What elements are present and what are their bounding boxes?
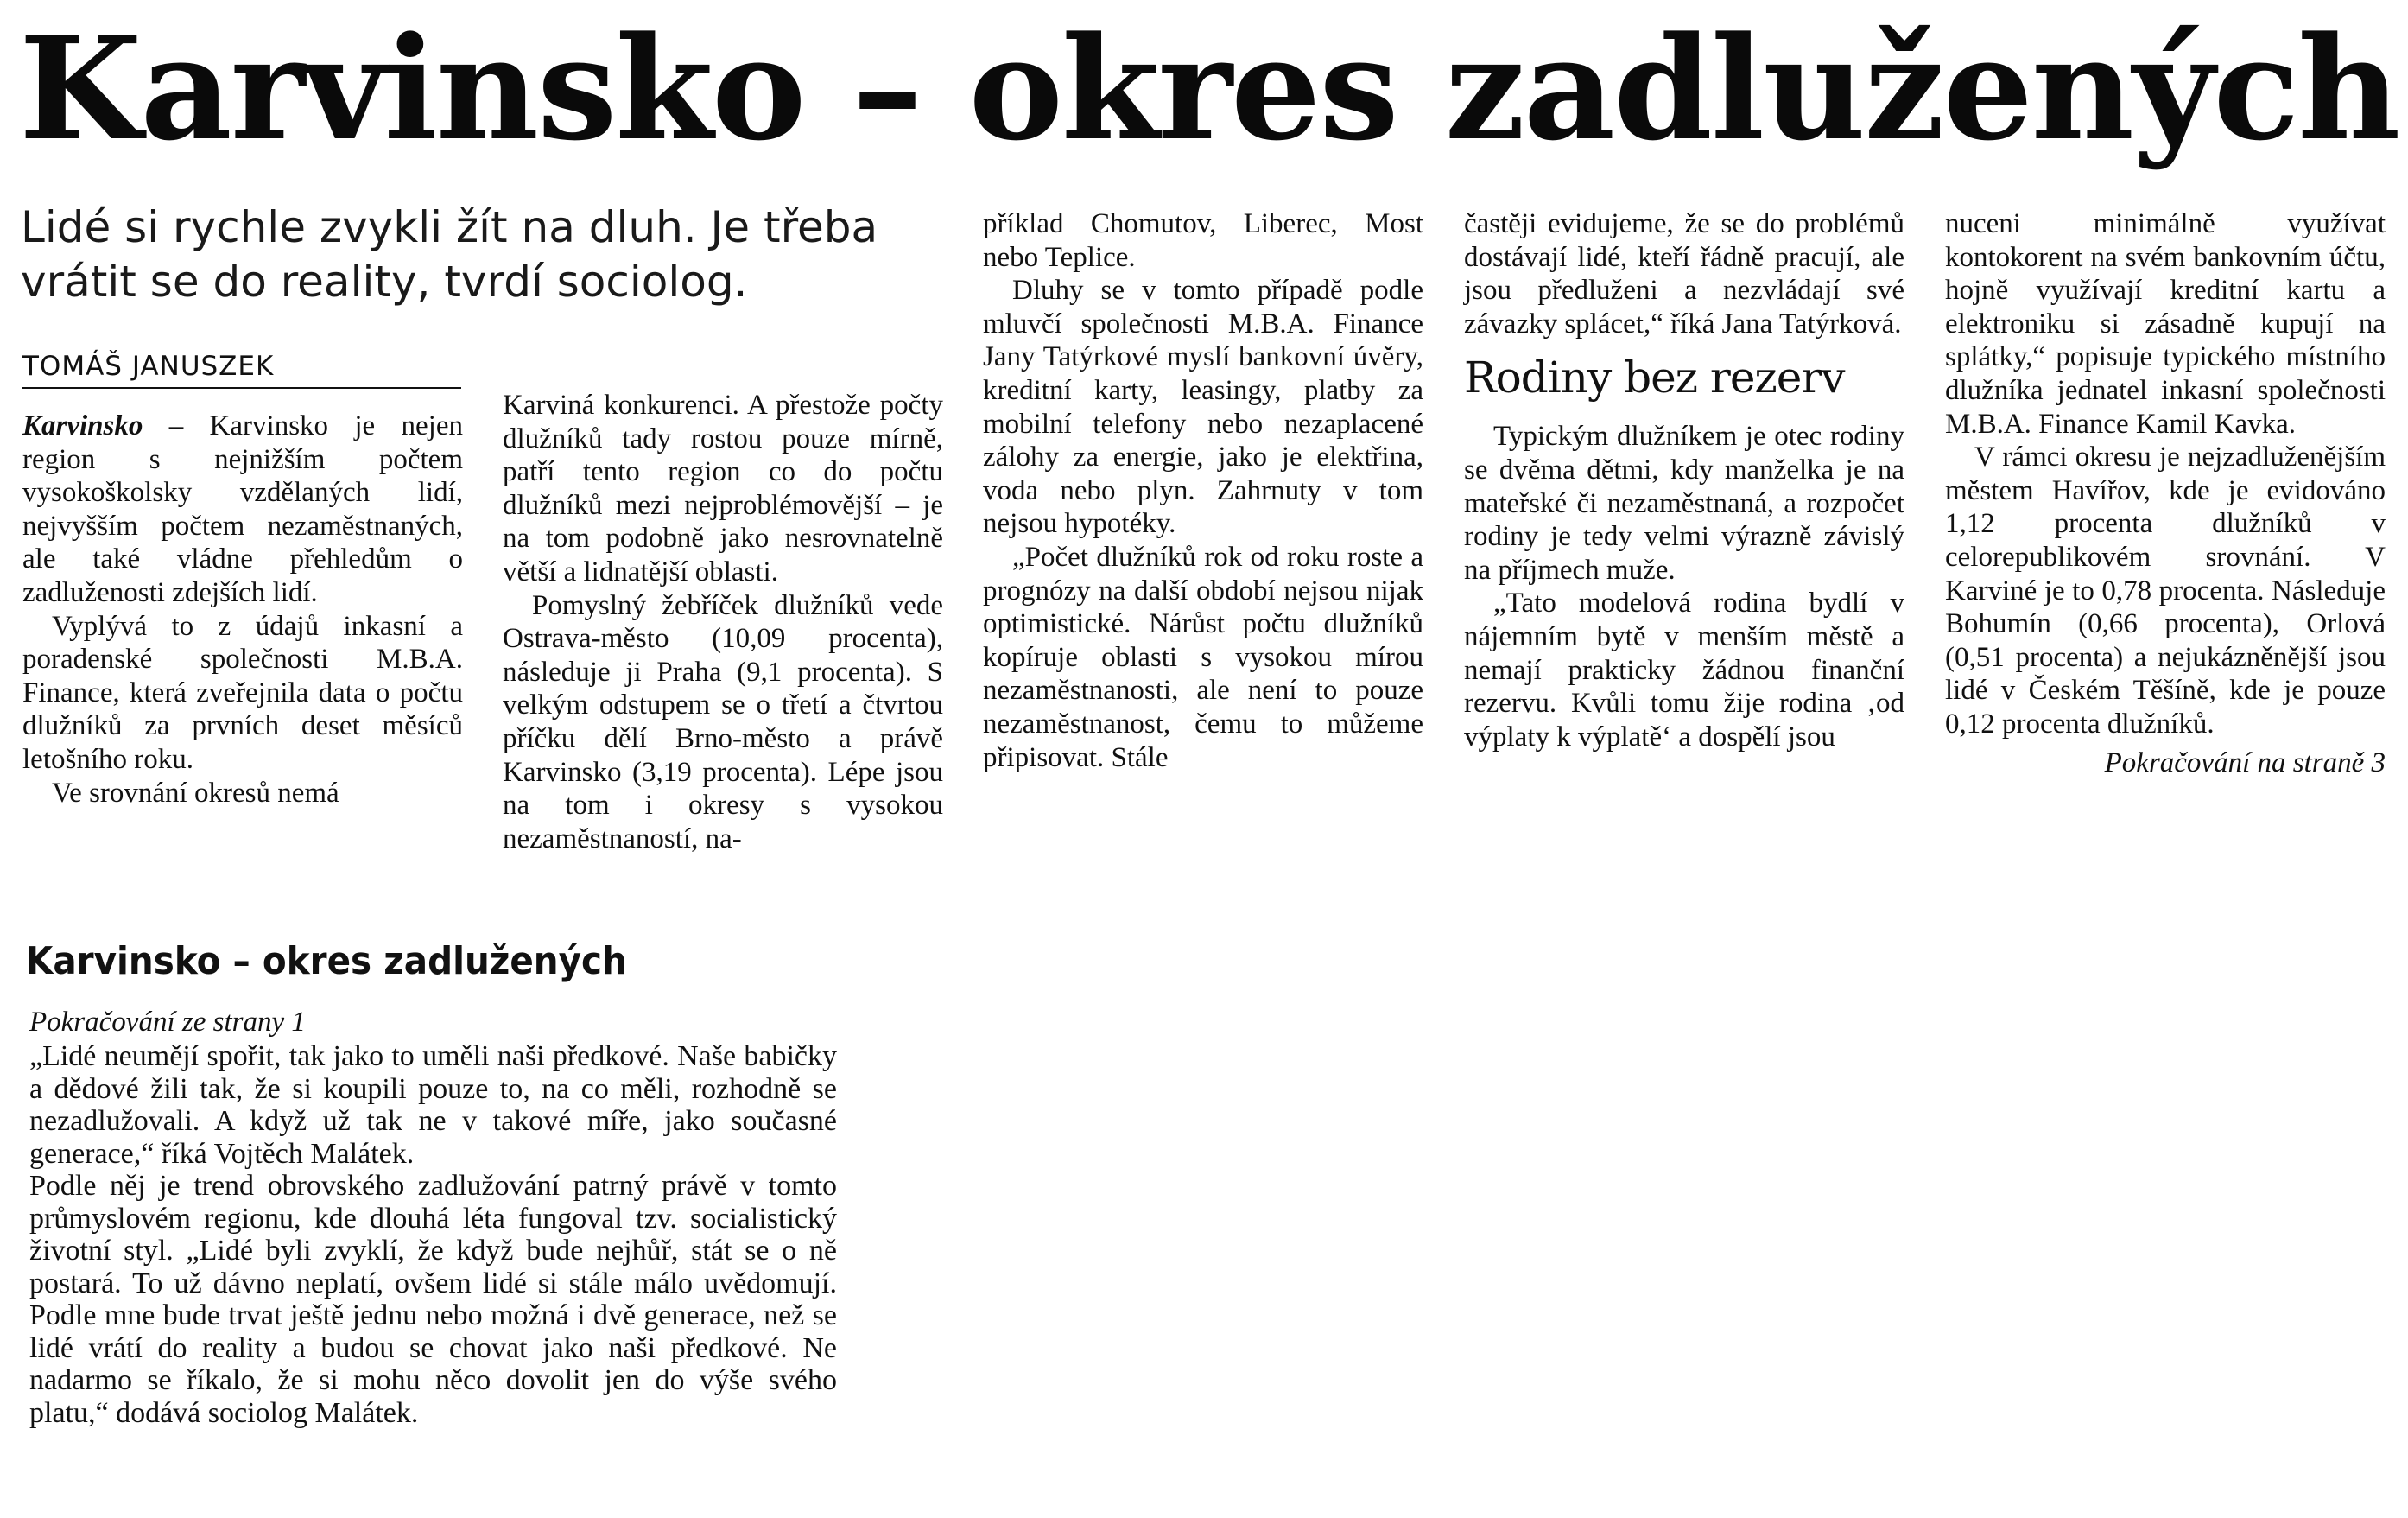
paragraph: Vyplývá to z údajů inkasní a poradenské společnosti M.B.A. Finance, která zveřejnila data o počtu dlužníků za prvních deset měsíců letošního roku. [22,610,463,775]
continued-from-note: Pokračování ze strany 1 [29,1007,306,1038]
paragraph: častěji evidujeme, že se do problémů dostávají lidé, kteří řádně pracují, ale jsou předluženi a nezvládají své závazky splácet,“ říká Jana Tatýrková. [1464,208,1904,340]
paragraph: příklad Chomutov, Liberec, Most nebo Teplice. [983,208,1423,273]
paragraph: „Tato modelová rodina bydlí v nájemním bytě v menším městě a nemají prakticky žádnou finanční rezervu. Kvůli tomu žije rodina ‚od výplaty k výplatě‘ a dospělí jsou [1464,588,1904,753]
article-column-2 [503,389,943,855]
continuation-title: Karvinsko – okres zadlužených [26,939,627,983]
subheading: Rodiny bez rezerv [1464,353,1845,403]
paragraph: „Počet dlužníků rok od roku roste a prognózy na další období nejsou nijak optimistické. Nárůst počtu dlužníků kopíruje oblasti s vysokou mírou nezaměstnanosti, ale není to pouze nezaměstnanost, čemu to můžeme připisovat. Stále [983,541,1423,773]
paragraph: Podle něj je trend obrovského zadlužování patrný právě v tomto průmyslovém regionu, kde dlouhá léta fungoval tzv. socialistický životní styl. „Lidé byli zvyklí, že když bude nejhůř, stát se o ně postará. To už dávno neplatí, ovšem lidé si stále málo uvědomují. Podle mne bude trvat ještě jednu nebo možná i dvě generace, než se lidé vrátí do reality a budou se chovat jako naši předkové. Ne nadarmo se říkalo, že si mohu něco dovolit jen do výše svého platu,“ dodává sociolog Malátek. [29,1170,837,1429]
continued-note: Pokračování na straně 3 [2104,746,2386,778]
dateline: Karvinsko [22,410,143,441]
paragraph: Typickým dlužníkem je otec rodiny se dvěma dětmi, kdy manželka je na mateřské či nezaměstnaná, a rozpočet rodiny je tedy velmi výrazně závislý na příjmech muže. [1464,421,1904,586]
article-column-3 [983,207,1423,774]
paragraph: Pomyslný žebříček dlužníků vede Ostrava-město (10,09 procenta), následuje ji Praha (9,1 procenta). S velkým odstupem se o třetí a čtvrtou příčku dělí Brno-město a právě Karvinsko (3,19 procenta). Lépe jsou na tom i okresy s vysokou nezaměstnaností, na- [503,589,943,854]
headline: Karvinsko – okres zadlužených [19,5,2399,172]
article-column-5 [1945,207,2386,779]
article-column-4 [1464,207,1904,753]
paragraph: „Lidé neumějí spořit, tak jako to uměli naši předkové. Naše babičky a dědové žili tak, že si koupili pouze to, na co měli, rozhodně se nezadlužovali. A když už tak ne v takové míře, jako současné generace,“ říká Vojtěch Malátek. [29,1040,837,1170]
paragraph [22,410,463,610]
paragraph: nuceni minimálně využívat kontokorent na svém bankovním účtu, hojně využívají kreditní kartu a elektroniku si zásadně kupují na splátky,“ popisuje typického místního dlužníka jednatel inkasní společnosti M.B.A. Finance Kamil Kavka. [1945,208,2386,440]
paragraph: Ve srovnání okresů nemá [52,777,339,809]
article-column-1 [22,410,463,810]
paragraph: Dluhy se v tomto případě podle mluvčí společnosti M.B.A. Finance Jany Tatýrkové myslí bankovní úvěry, kreditní karty, leasingy, platby za mobilní telefony nebo nezaplacené zálohy za energie, jako je elektřina, voda nebo plyn. Zahrnuty v tom nejsou hypotéky. [983,275,1423,540]
paragraph-text: – Karvinsko je nejen region s nejnižším počtem vysokoškolsky vzdělaných lidí, nejvyšším počtem nezaměstnaných, ale také vládne přehledům o zadluženosti zdejších lidí. [22,410,463,608]
continuation-body [29,1040,837,1429]
byline: TOMÁŠ JANUSZEK [22,351,461,389]
paragraph: V rámci okresu je nejzadluženějším městem Havířov, kde je evidováno 1,12 procenta dlužníků v celorepublikovém srovnání. V Karviné je to 0,78 procenta. Následuje Bohumín (0,66 procenta), Orlová (0,51 procenta) a nejukázněnější jsou lidé v Českém Těšíně, kde je pouze 0,12 procenta dlužníků. [1945,441,2386,740]
subtitle: Lidé si rychle zvykli žít na dluh. Je třeba vrátit se do reality, tvrdí sociolog. [21,202,878,307]
paragraph: Karviná konkurenci. A přestože počty dlužníků tady rostou pouze mírně, patří tento region co do počtu dlužníků mezi nejproblémovější – je na tom podobně jako nesrovnatelně větší a lidnatější oblasti. [503,390,943,588]
